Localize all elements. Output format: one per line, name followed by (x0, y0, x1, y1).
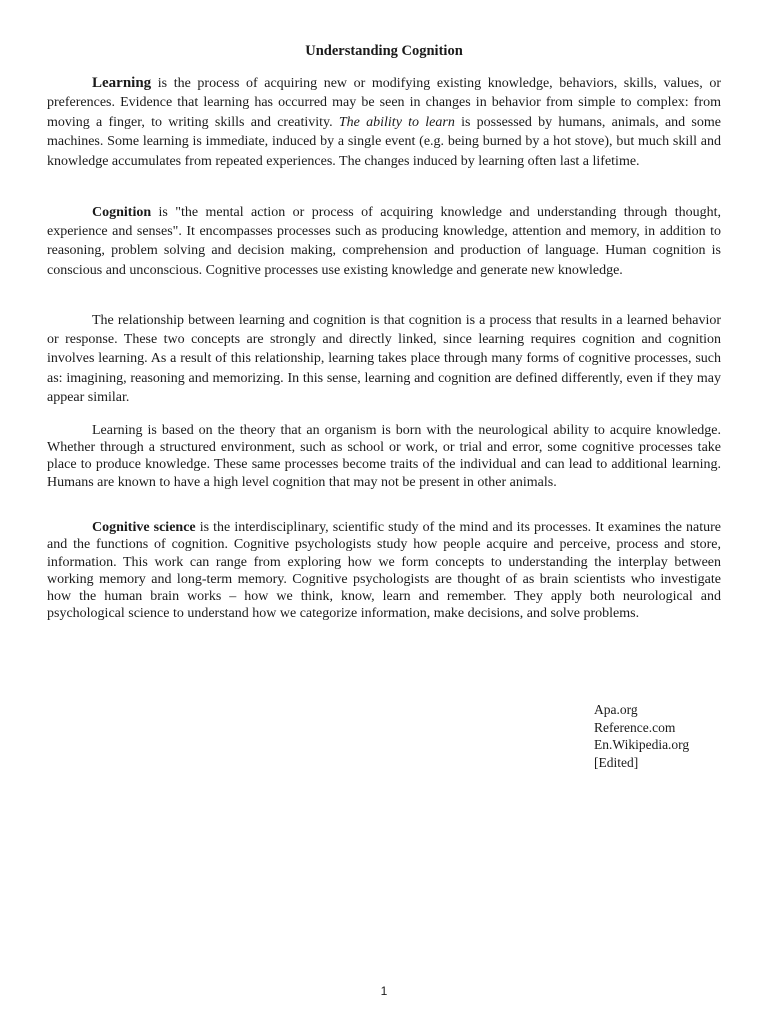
paragraph-cognitive-science (47, 519, 721, 623)
paragraph-lead-term: Cognitive science (92, 520, 196, 535)
document-title: Understanding Cognition (305, 43, 463, 59)
source-item: Reference.com (594, 719, 676, 735)
paragraph-theory (47, 422, 721, 491)
paragraph-relationship (47, 311, 721, 407)
paragraph-text: is the interdisciplinary, scientific study of the mind and its processes. It examines the nature and the functions of cognition. Cognitive psychologists study how people acquire and perceive, process and store, information. This work can range from exploring how we form concepts to understanding the interplay between working memory and long-term memory. Cognitive psychologists are thought of as brain scientists who investigate how the human brain works – how we think, know, learn and remember. They apply both neurological and psychological science to understand how we categorize information, make decisions, and solve problems. (47, 520, 721, 622)
paragraph-text: is "the mental action or process of acquiring knowledge and understanding through thought, experience and senses". It encompasses processes such as producing knowledge, attention and memory, in addition to reasoning, problem solving and decision making, comprehension and production of language. Human cognition is conscious and unconscious. Cognitive processes use existing knowledge and generate new knowledge. (47, 205, 721, 278)
paragraph-learning (47, 74, 721, 171)
source-item: [Edited] (594, 754, 639, 770)
paragraph-text: The relationship between learning and cognition is that cognition is a process that results in a learned behavior or response. These two concepts are strongly and directly linked, since learning requires cognition and cognition involves learning. As a result of this relationship, learning takes place through many forms of cognitive processes, such as: imagining, reasoning and memorizing. In this sense, learning and cognition are defined differently, even if they may appear similar. (47, 313, 721, 405)
source-item: En.Wikipedia.org (594, 737, 690, 753)
paragraph-italic-phrase: The ability to learn (338, 114, 455, 130)
paragraph-text: Learning is based on the theory that an organism is born with the neurological ability to acquire knowledge. Whether through a structured environment, such as school or work, or trial and error, some cognitive processes take place to produce knowledge. These same processes become traits of the individual and can lead to additional learning. Humans are known to have a high level cognition that may not be present in other animals. (47, 423, 721, 490)
source-list (594, 701, 689, 771)
paragraph-lead-term: Cognition (92, 205, 152, 220)
source-item: Apa.org (594, 702, 638, 717)
paragraph-text: is the process of acquiring new or modifying existing knowledge, behaviors, skills, values, or preferences. Evidence that learning has occurred may be seen in changes in behavior from simple to complex: from moving a finger, to writing skills and creativity. (47, 76, 721, 130)
paragraph-lead-term: Learning (92, 75, 152, 91)
paragraph-text-continued: is possessed by humans, animals, and some machines. Some learning is immediate, induced by a single event (e.g. being burned by a hot stove), but much skill and knowledge accumulates from repeated experiences. The changes induced by learning often last a lifetime. (47, 114, 721, 169)
paragraph-cognition (47, 203, 721, 280)
page-number: 1 (380, 984, 388, 998)
